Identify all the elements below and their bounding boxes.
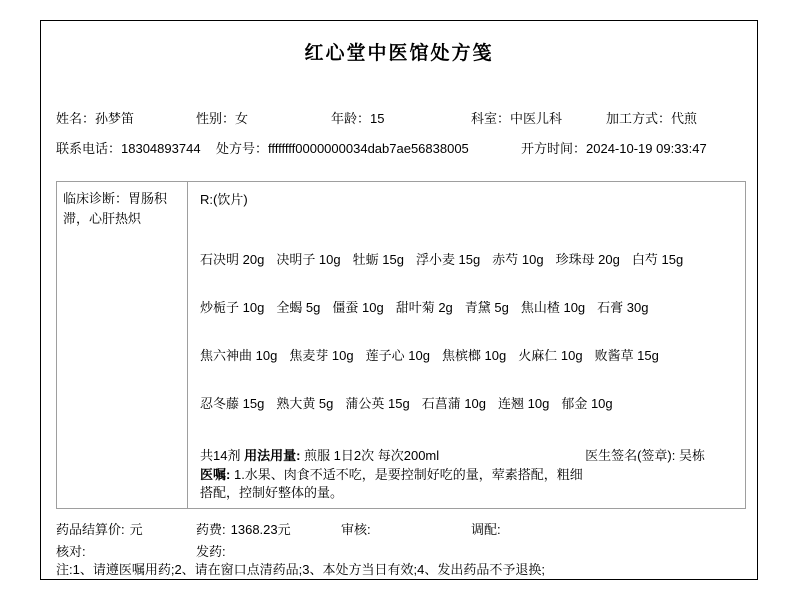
rx-number-value: ffffffff0000000034dab7ae56838005 <box>268 141 469 156</box>
rx-number-field <box>216 138 521 157</box>
medicine-rows <box>200 250 733 414</box>
check-field <box>56 541 196 560</box>
medicine-item: 牡蛎 15g <box>352 252 404 267</box>
medicine-item: 珍珠母 20g <box>555 252 620 267</box>
name-field <box>56 108 196 127</box>
department-label: 科室： <box>471 111 511 126</box>
dispense-field <box>471 519 501 538</box>
review-field <box>341 519 471 538</box>
medicine-item: 火麻仁 10g <box>518 348 583 363</box>
issue-time-value: 2024-10-19 09:33:47 <box>586 141 707 156</box>
rx-header: R:(饮片) <box>200 192 248 207</box>
department-value: 中医儿科 <box>510 111 563 126</box>
medicine-item: 赤芍 10g <box>492 252 544 267</box>
settle-price-field <box>56 519 196 538</box>
prescription-column <box>188 182 745 508</box>
doctor-signature-label: 医生签名(签章): <box>585 448 676 463</box>
fee-field <box>196 519 341 538</box>
gender-label: 性别： <box>196 111 236 126</box>
usage-text <box>200 446 439 466</box>
medicine-item: 石决明 20g <box>200 252 265 267</box>
name-label: 姓名： <box>56 111 96 126</box>
medicine-item: 焦六神曲 10g <box>200 348 278 363</box>
medicine-item: 忍冬藤 15g <box>200 396 265 411</box>
prescription-sheet <box>40 20 758 580</box>
medicine-item: 连翘 10g <box>498 396 550 411</box>
medicine-item: 炒栀子 10g <box>200 300 265 315</box>
medicine-item: 全蝎 5g <box>276 300 321 315</box>
medicine-row <box>200 298 733 318</box>
medicine-item: 甜叶菊 2g <box>395 300 453 315</box>
check-row <box>56 541 747 560</box>
process-value: 代煎 <box>671 111 698 126</box>
notes-row <box>56 559 747 578</box>
medicine-item: 石膏 30g <box>597 300 649 315</box>
issue-label: 发药: <box>196 544 226 559</box>
medicine-item: 决明子 10g <box>276 252 341 267</box>
process-field <box>606 108 697 127</box>
contact-info-row <box>56 138 747 157</box>
medicine-item: 焦山楂 10g <box>520 300 586 315</box>
fee-label: 药费: <box>196 522 226 537</box>
medicine-item: 青黛 5g <box>464 300 509 315</box>
usage-value: 煎服 1日2次 每次200ml <box>304 448 440 463</box>
issue-field <box>196 541 226 560</box>
medicine-item: 焦麦芽 10g <box>289 348 354 363</box>
medicine-item: 白芍 15g <box>631 252 684 267</box>
medicine-row <box>200 346 733 366</box>
doctor-advice <box>200 466 592 502</box>
medicine-item: 郁金 10g <box>561 396 613 411</box>
phone-label: 联系电话： <box>56 141 122 156</box>
settle-price-value: 元 <box>129 522 143 537</box>
gender-field <box>196 108 331 127</box>
review-label: 审核: <box>341 522 371 537</box>
medicine-item: 莲子心 10g <box>365 348 430 363</box>
usage-row <box>200 446 733 466</box>
diagnosis-label: 临床诊断： <box>63 191 129 206</box>
medicine-item: 熟大黄 5g <box>276 396 334 411</box>
phone-field <box>56 138 216 157</box>
name-value: 孙梦笛 <box>95 111 135 126</box>
check-label: 核对: <box>56 544 86 559</box>
medicine-item: 僵蚕 10g <box>332 300 384 315</box>
medicine-item: 蒲公英 15g <box>345 396 410 411</box>
medicine-row <box>200 250 733 270</box>
diagnosis-column <box>57 182 188 508</box>
age-value: 15 <box>370 111 385 126</box>
age-field <box>331 108 471 127</box>
medicine-item: 败酱草 15g <box>594 348 659 363</box>
advice-text: 1.水果、肉食不适不吃，是要控制好吃的量，荤素搭配，粗细搭配，控制好整体的量。 <box>200 467 583 500</box>
process-label: 加工方式： <box>606 111 672 126</box>
fee-value: 1368.23元 <box>230 522 291 537</box>
doctor-name: 吴栋 <box>678 448 705 463</box>
prescription-box <box>56 181 746 509</box>
advice-label: 医嘱: <box>200 467 231 482</box>
gender-value: 女 <box>235 111 249 126</box>
settle-price-label: 药品结算价: <box>56 522 125 537</box>
issue-time-label: 开方时间： <box>521 141 587 156</box>
rx-number-label: 处方号： <box>216 141 269 156</box>
diagnosis-value: 胃肠积滞，心肝热炽 <box>63 191 168 226</box>
settlement-row <box>56 519 747 538</box>
department-field <box>471 108 606 127</box>
medicine-item: 焦槟榔 10g <box>441 348 507 363</box>
dispense-label: 调配: <box>471 522 501 537</box>
medicine-row <box>200 394 733 414</box>
usage-label: 用法用量: <box>244 448 301 463</box>
age-label: 年龄： <box>331 111 371 126</box>
issue-time-field <box>521 138 707 157</box>
page-title: 红心堂中医馆处方笺 <box>304 43 494 64</box>
phone-value: 18304893744 <box>121 141 201 156</box>
dose-count: 共14剂 <box>200 448 241 463</box>
patient-info-row <box>56 108 747 127</box>
notes-text: 注:1、请遵医嘱用药;2、请在窗口点清药品;3、本处方当日有效;4、发出药品不予退换; <box>56 562 545 577</box>
medicine-item: 石菖蒲 10g <box>421 396 487 411</box>
medicine-item: 浮小麦 15g <box>415 252 481 267</box>
doctor-signature <box>585 446 733 466</box>
